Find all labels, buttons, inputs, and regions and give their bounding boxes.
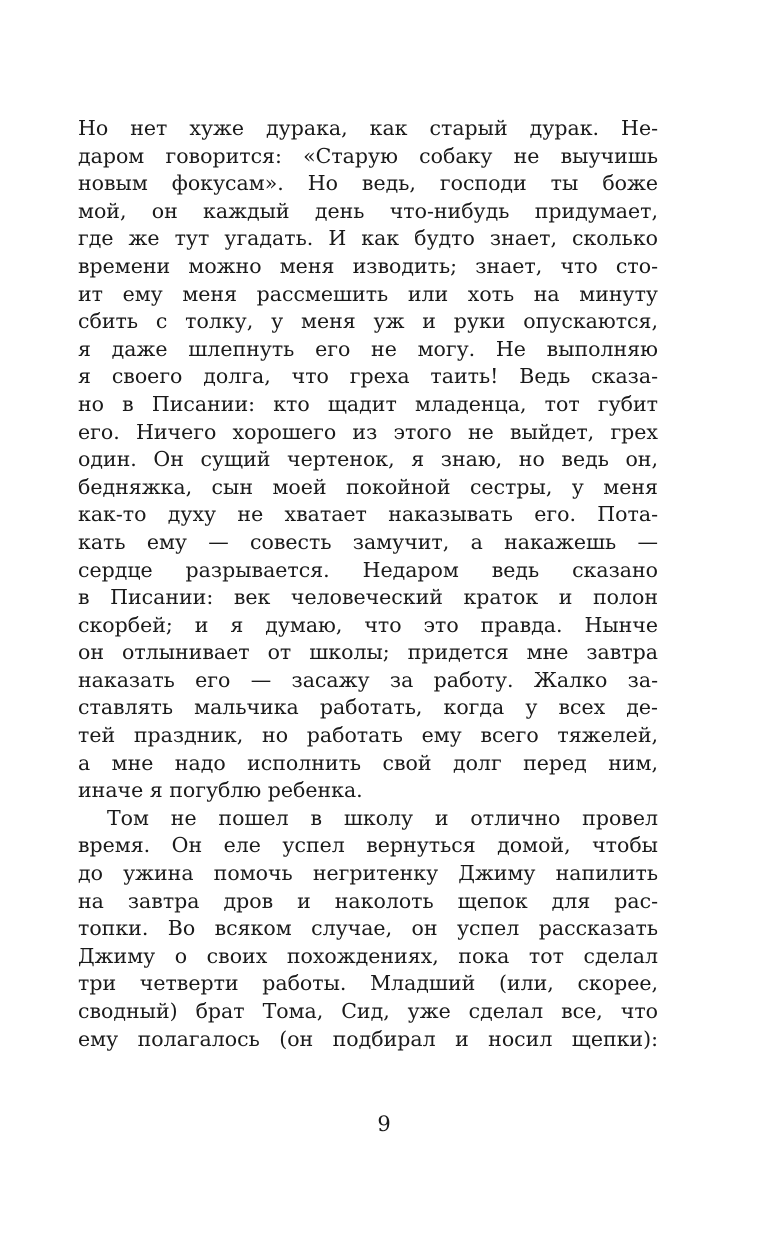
text-line: Но нет хуже дурака, как старый дурак. Не-: [78, 116, 658, 140]
text-line: один. Он сущий чертенок, я знаю, но ведь он,: [78, 447, 658, 472]
text-line: топки. Во всяком случае, он успел рассказать: [78, 916, 658, 941]
paragraph-2: [78, 805, 658, 1053]
text-line: тей праздник, но работать ему всего тяжелей,: [78, 723, 658, 748]
text-line: сбить с толку, у меня уж и руки опускаются,: [78, 309, 658, 334]
text-line: новым фокусам». Но ведь, господи ты боже: [78, 171, 658, 196]
text-line: три четверти работы. Младший (или, скорее,: [78, 971, 658, 996]
text-line: Том не пошел в школу и отлично провел: [107, 805, 658, 830]
text-line: он отлынивает от школы; придется мне завтра: [78, 640, 658, 665]
text-line: мой, он каждый день что-нибудь придумает,: [78, 198, 658, 223]
text-line: его. Ничего хорошего из этого не выйдет, грех: [78, 419, 658, 444]
text-line: а мне надо исполнить свой долг перед ним,: [78, 750, 658, 775]
text-line: как-то духу не хватает наказывать его. Пота-: [78, 502, 658, 527]
text-line: иначе я погублю ребенка.: [78, 778, 363, 803]
text-line: кать ему — совесть замучит, а накажешь —: [78, 529, 658, 554]
text-line: ставлять мальчика работать, когда у всех де-: [78, 695, 658, 720]
page-number: 9: [377, 1112, 391, 1136]
body-text: [78, 115, 658, 1053]
text-line: я даже шлепнуть его не могу. Не выполняю: [78, 336, 658, 361]
text-line: сводный) брат Тома, Сид, уже сделал все, что: [78, 999, 658, 1023]
text-line: наказать его — засажу за работу. Жалко за-: [78, 667, 658, 692]
text-line: ит ему меня рассмешить или хоть на минуту: [78, 281, 658, 306]
text-line: ему полагалось (он подбирал и носил щепки):: [78, 1026, 658, 1051]
text-line: время. Он еле успел вернуться домой, чтобы: [78, 833, 658, 858]
text-line: на завтра дров и наколоть щепок для рас-: [78, 888, 658, 913]
text-line: скорбей; и я думаю, что это правда. Нынче: [78, 612, 658, 637]
text-line: времени можно меня изводить; знает, что сто-: [78, 253, 658, 278]
text-line: даром говорится: «Старую собаку не выучишь: [78, 143, 658, 168]
text-line: где же тут угадать. И как будто знает, сколько: [78, 226, 658, 251]
text-line: сердце разрывается. Недаром ведь сказано: [78, 557, 658, 582]
text-line: но в Писании: кто щадит младенца, тот губит: [78, 391, 658, 416]
text-line: я своего долга, что греха таить! Ведь сказа-: [78, 364, 658, 389]
text-line: бедняжка, сын моей покойной сестры, у меня: [78, 474, 658, 499]
paragraph-1: [78, 115, 658, 805]
text-line: в Писании: век человеческий краток и полон: [78, 585, 658, 610]
text-line: Джиму о своих похождениях, пока тот сделал: [78, 943, 658, 968]
text-line: до ужина помочь негритенку Джиму напилить: [78, 861, 658, 886]
